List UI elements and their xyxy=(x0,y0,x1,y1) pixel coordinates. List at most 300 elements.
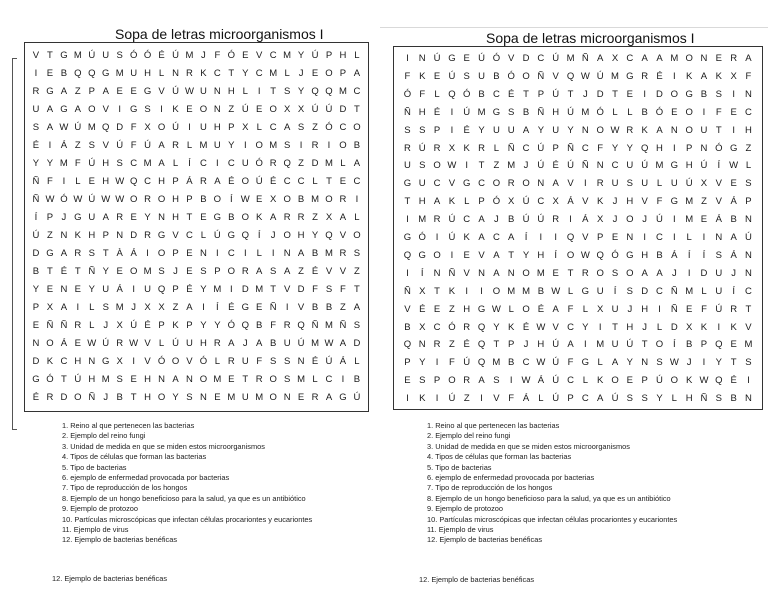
grid-letter: N xyxy=(418,339,426,351)
grid-letter: O xyxy=(492,178,501,190)
grid-letter: G xyxy=(102,68,110,79)
grid-letter: U xyxy=(641,178,649,190)
grid-letter: T xyxy=(228,68,235,79)
grid-letter: Ñ xyxy=(269,302,277,313)
grid-letter: E xyxy=(700,214,708,226)
grid-letter: L xyxy=(158,68,165,79)
grid-letter: O xyxy=(685,124,693,136)
grid-letter: W xyxy=(699,375,709,387)
grid-row xyxy=(400,229,756,247)
grid-letter: E xyxy=(730,106,737,118)
grid-letter: K xyxy=(448,285,456,297)
grid-letter: B xyxy=(353,140,361,151)
grid-letter: C xyxy=(297,176,305,187)
grid-letter: G xyxy=(477,303,486,315)
grid-letter: R xyxy=(213,338,221,349)
grid-letter: N xyxy=(581,124,589,136)
grid-letter: Ú xyxy=(74,374,82,385)
grid-letter: Í xyxy=(717,160,721,172)
grid-letter: A xyxy=(508,232,515,243)
grid-letter: C xyxy=(581,142,589,154)
grid-letter: S xyxy=(626,178,633,190)
left-letter-grid xyxy=(24,42,369,412)
grid-letter: V xyxy=(745,321,752,333)
grid-letter: B xyxy=(116,392,123,403)
grid-letter: T xyxy=(745,303,752,315)
grid-letter: I xyxy=(643,232,646,243)
grid-letter: Ú xyxy=(478,53,485,64)
grid-letter: I xyxy=(598,321,602,333)
grid-row xyxy=(400,175,756,193)
grid-letter: T xyxy=(102,248,109,259)
grid-letter: P xyxy=(88,86,95,97)
grid-letter: I xyxy=(435,357,439,369)
grid-letter: Ñ xyxy=(670,285,678,297)
grid-letter: F xyxy=(214,50,221,61)
grid-letter: I xyxy=(132,356,135,367)
grid-letter: D xyxy=(32,248,40,259)
grid-letter: F xyxy=(597,142,604,154)
grid-letter: E xyxy=(32,320,40,331)
grid-letter: W xyxy=(669,357,679,369)
grid-letter: R xyxy=(297,212,305,223)
grid-letter: B xyxy=(700,88,708,100)
grid-letter: X xyxy=(116,320,123,331)
grid-letter: S xyxy=(283,140,291,151)
grid-letter: D xyxy=(339,104,347,115)
left-clue-list xyxy=(62,421,312,546)
grid-letter: B xyxy=(325,302,333,313)
grid-letter: L xyxy=(89,320,95,331)
grid-letter: P xyxy=(478,196,485,208)
grid-letter: É xyxy=(60,266,68,277)
grid-letter: E xyxy=(228,374,235,385)
grid-letter: L xyxy=(582,375,588,387)
grid-letter: P xyxy=(172,176,179,187)
grid-letter: R xyxy=(433,339,441,351)
grid-letter: R xyxy=(507,178,515,190)
grid-letter: E xyxy=(433,303,441,315)
grid-letter: U xyxy=(241,356,249,367)
grid-letter: L xyxy=(508,303,514,315)
grid-letter: M xyxy=(311,194,319,205)
grid-letter: Ú xyxy=(463,357,471,369)
grid-letter: Ó xyxy=(255,158,263,169)
grid-letter: W xyxy=(491,303,501,315)
grid-letter: M xyxy=(283,50,292,61)
grid-letter: V xyxy=(297,302,305,313)
grid-letter: K xyxy=(172,320,179,331)
grid-letter: J xyxy=(242,338,248,349)
grid-letter: T xyxy=(641,339,648,351)
grid-letter: X xyxy=(611,53,619,64)
grid-letter: R xyxy=(74,248,82,259)
grid-letter: Á xyxy=(130,248,137,259)
grid-letter: E xyxy=(130,212,137,223)
grid-letter: R xyxy=(641,70,649,82)
grid-letter: I xyxy=(554,232,558,243)
grid-letter: C xyxy=(656,285,663,297)
grid-letter: M xyxy=(59,158,68,169)
grid-letter: R xyxy=(433,142,441,154)
grid-letter: T xyxy=(567,88,574,100)
grid-letter: Í xyxy=(34,212,38,223)
grid-row xyxy=(400,211,756,229)
grid-letter: N xyxy=(60,284,68,295)
grid-letter: T xyxy=(130,392,137,403)
grid-letter: M xyxy=(199,140,208,151)
grid-letter: I xyxy=(673,142,676,154)
grid-letter: N xyxy=(745,249,752,261)
grid-letter: C xyxy=(353,176,361,187)
grid-letter: F xyxy=(130,122,137,133)
grid-letter: B xyxy=(641,106,648,118)
grid-letter: L xyxy=(434,88,440,100)
grid-letter: T xyxy=(47,266,53,277)
grid-letter: A xyxy=(433,196,441,208)
grid-letter: N xyxy=(213,86,221,97)
grid-letter: É xyxy=(433,106,441,118)
grid-letter: S xyxy=(200,266,207,277)
grid-letter: R xyxy=(74,320,82,331)
grid-letter: S xyxy=(745,178,752,190)
grid-letter: B xyxy=(200,194,207,205)
grid-letter: P xyxy=(172,284,179,295)
grid-letter: Y xyxy=(228,140,235,151)
grid-letter: Á xyxy=(186,176,193,187)
grid-letter: L xyxy=(464,196,470,208)
grid-letter: I xyxy=(732,124,735,136)
grid-letter: L xyxy=(656,321,663,333)
grid-letter: R xyxy=(199,176,207,187)
grid-letter: Ú xyxy=(552,375,560,387)
grid-letter: R xyxy=(144,230,152,241)
grid-letter: C xyxy=(339,122,347,133)
grid-letter: H xyxy=(102,158,110,169)
grid-letter: É xyxy=(537,303,545,315)
grid-letter: É xyxy=(463,339,470,351)
grid-letter: T xyxy=(326,176,332,187)
grid-letter: Ú xyxy=(144,140,152,151)
grid-row xyxy=(400,140,756,158)
grid-letter: A xyxy=(270,212,277,223)
grid-letter: M xyxy=(670,53,679,64)
grid-letter: A xyxy=(339,212,347,223)
grid-letter: U xyxy=(102,284,110,295)
grid-letter: G xyxy=(492,106,501,118)
grid-letter: U xyxy=(418,178,426,190)
grid-letter: E xyxy=(256,302,263,313)
grid-letter: W xyxy=(580,249,590,261)
grid-letter: O xyxy=(339,140,347,151)
grid-letter: Í xyxy=(687,249,691,261)
grid-row xyxy=(400,157,756,175)
grid-letter: H xyxy=(227,86,235,97)
grid-letter: P xyxy=(537,88,545,100)
grid-letter: G xyxy=(60,104,68,115)
grid-letter: E xyxy=(130,86,137,97)
grid-letter: Ú xyxy=(745,232,752,243)
grid-letter: I xyxy=(406,267,409,279)
grid-row xyxy=(29,191,364,209)
grid-letter: C xyxy=(522,142,530,154)
grid-letter: J xyxy=(131,302,137,313)
grid-letter: S xyxy=(463,70,470,82)
grid-letter: P xyxy=(32,302,40,313)
grid-letter: I xyxy=(673,214,676,226)
clue-item: 10. Partículas microscópicas que infectan células procariontes y eucariontes xyxy=(62,514,313,524)
grid-letter: C xyxy=(433,178,441,190)
grid-letter: U xyxy=(611,178,619,190)
grid-letter: K xyxy=(685,70,693,82)
grid-letter: S xyxy=(325,284,333,295)
clue-item: 2. Ejemplo del reino fungi xyxy=(62,431,146,441)
grid-letter: I xyxy=(216,248,219,259)
grid-letter: Ñ xyxy=(581,53,589,64)
grid-letter: T xyxy=(74,266,81,277)
grid-letter: Q xyxy=(477,339,486,351)
grid-row xyxy=(29,47,364,65)
grid-letter: O xyxy=(596,124,604,136)
grid-letter: C xyxy=(144,176,152,187)
grid-letter: D xyxy=(656,88,663,100)
grid-letter: J xyxy=(103,320,109,331)
grid-letter: Ú xyxy=(537,214,545,226)
grid-letter: F xyxy=(404,70,411,82)
grid-letter: G xyxy=(670,160,679,172)
grid-letter: Q xyxy=(297,320,305,331)
grid-letter: N xyxy=(670,124,678,136)
grid-letter: O xyxy=(241,176,249,187)
grid-letter: S xyxy=(270,266,277,277)
grid-letter: W xyxy=(536,357,546,369)
grid-letter: Ú xyxy=(596,70,604,82)
grid-letter: R xyxy=(283,212,291,223)
grid-letter: V xyxy=(144,356,151,367)
grid-letter: É xyxy=(508,88,515,100)
grid-letter: S xyxy=(158,266,165,277)
grid-letter: V xyxy=(283,284,291,295)
grid-row xyxy=(29,65,364,83)
grid-letter: I xyxy=(341,374,345,385)
grid-letter: I xyxy=(673,232,676,243)
grid-letter: E xyxy=(116,86,123,97)
grid-letter: É xyxy=(270,176,277,187)
grid-letter: L xyxy=(627,106,633,118)
grid-row xyxy=(29,245,364,263)
grid-letter: V xyxy=(715,178,722,190)
grid-letter: S xyxy=(88,140,95,151)
grid-letter: Q xyxy=(403,249,412,261)
grid-letter: S xyxy=(32,122,40,133)
grid-letter: Ú xyxy=(311,50,319,61)
grid-letter: T xyxy=(60,374,67,385)
grid-letter: H xyxy=(199,338,207,349)
grid-letter: V xyxy=(478,249,485,261)
grid-letter: A xyxy=(478,232,485,243)
grid-letter: P xyxy=(745,196,752,208)
left-extra-clue: 12. Ejemplo de bacterias benéficas xyxy=(52,574,168,583)
grid-letter: É xyxy=(144,320,151,331)
grid-letter: U xyxy=(199,122,207,133)
grid-letter: D xyxy=(670,321,678,333)
grid-letter: M xyxy=(269,68,278,79)
grid-row xyxy=(400,104,756,122)
grid-letter: W xyxy=(45,194,55,205)
grid-letter: Ú xyxy=(74,122,82,133)
grid-letter: A xyxy=(567,339,574,351)
grid-letter: S xyxy=(116,50,123,61)
grid-letter: N xyxy=(478,267,485,279)
grid-letter: Ú xyxy=(325,104,333,115)
grid-letter: O xyxy=(685,106,693,118)
grid-letter: Ú xyxy=(88,50,96,61)
grid-letter: Á xyxy=(60,140,68,151)
grid-letter: F xyxy=(508,393,515,405)
grid-letter: É xyxy=(419,303,426,315)
grid-letter: M xyxy=(338,86,347,97)
grid-letter: Á xyxy=(522,393,530,405)
grid-letter: A xyxy=(597,393,604,405)
grid-letter: I xyxy=(584,178,587,190)
grid-letter: B xyxy=(353,374,361,385)
grid-letter: S xyxy=(419,124,426,136)
grid-letter: Q xyxy=(157,284,166,295)
grid-letter: J xyxy=(671,267,677,279)
grid-letter: Ó xyxy=(60,194,68,205)
grid-letter: L xyxy=(671,393,677,405)
grid-letter: V xyxy=(102,140,109,151)
grid-letter: R xyxy=(433,214,441,226)
grid-letter: I xyxy=(406,393,409,405)
grid-letter: N xyxy=(283,248,291,259)
grid-letter: H xyxy=(144,68,152,79)
grid-letter: Ú xyxy=(353,392,361,403)
grid-letter: Q xyxy=(283,158,291,169)
grid-letter: O xyxy=(157,122,166,133)
grid-letter: E xyxy=(715,53,722,64)
grid-letter: I xyxy=(271,248,275,259)
grid-letter: Q xyxy=(241,230,249,241)
clue-item: 11. Ejemplo de virus xyxy=(427,525,494,535)
grid-letter: E xyxy=(46,284,54,295)
grid-letter: T xyxy=(404,196,411,208)
grid-letter: J xyxy=(270,230,276,241)
grid-letter: C xyxy=(213,68,221,79)
grid-letter: B xyxy=(656,249,663,261)
grid-letter: P xyxy=(552,142,559,154)
grid-letter: U xyxy=(199,86,207,97)
grid-letter: O xyxy=(283,230,291,241)
grid-letter: T xyxy=(567,267,574,279)
grid-letter: A xyxy=(74,104,81,115)
grid-letter: M xyxy=(185,50,194,61)
grid-letter: Ú xyxy=(552,393,560,405)
grid-letter: X xyxy=(270,194,277,205)
grid-letter: R xyxy=(730,53,738,64)
grid-letter: E xyxy=(186,266,193,277)
grid-letter: I xyxy=(34,68,38,79)
grid-letter: Ú xyxy=(522,196,530,208)
grid-letter: U xyxy=(478,70,485,82)
grid-letter: O xyxy=(241,212,249,223)
grid-row xyxy=(400,247,756,265)
grid-letter: Z xyxy=(463,393,470,405)
grid-letter: G xyxy=(626,249,634,261)
grid-letter: G xyxy=(626,70,634,82)
grid-letter: D xyxy=(241,284,249,295)
grid-letter: M xyxy=(536,267,545,279)
grid-letter: F xyxy=(340,284,346,295)
grid-letter: O xyxy=(255,140,263,151)
clue-item: 3. Unidad de medida en que se miden estos microorganismos xyxy=(62,441,265,451)
grid-row xyxy=(400,68,756,86)
grid-letter: E xyxy=(256,194,263,205)
grid-letter: U xyxy=(611,339,619,351)
grid-row xyxy=(29,155,364,173)
grid-letter: Y xyxy=(567,124,574,136)
grid-row xyxy=(29,137,364,155)
grid-letter: L xyxy=(612,106,618,118)
grid-letter: J xyxy=(612,196,618,208)
grid-letter: O xyxy=(88,104,96,115)
grid-letter: Q xyxy=(596,249,604,261)
grid-letter: L xyxy=(172,158,179,169)
grid-letter: I xyxy=(465,285,469,297)
grid-letter: H xyxy=(745,124,752,136)
grid-row xyxy=(29,209,364,227)
grid-row xyxy=(400,301,756,319)
grid-letter: M xyxy=(611,70,619,82)
grid-letter: K xyxy=(419,70,426,82)
grid-letter: M xyxy=(655,160,664,172)
grid-letter: Ú xyxy=(656,375,663,387)
grid-letter: Y xyxy=(478,124,485,136)
grid-letter: J xyxy=(731,267,736,279)
grid-letter: T xyxy=(434,285,440,297)
grid-letter: A xyxy=(283,266,291,277)
grid-letter: Ñ xyxy=(32,176,40,187)
grid-letter: E xyxy=(463,53,470,64)
grid-letter: N xyxy=(116,230,124,241)
grid-letter: Ó xyxy=(715,142,723,154)
grid-letter: R xyxy=(32,86,40,97)
grid-letter: L xyxy=(582,303,588,315)
grid-letter: F xyxy=(47,176,53,187)
grid-letter: O xyxy=(433,160,441,172)
grid-letter: X xyxy=(325,212,333,223)
grid-letter: A xyxy=(158,140,165,151)
grid-letter: R xyxy=(116,338,124,349)
grid-letter: A xyxy=(353,68,361,79)
grid-letter: T xyxy=(730,357,737,369)
grid-letter: Y xyxy=(656,393,663,405)
grid-letter: H xyxy=(685,393,693,405)
grid-letter: G xyxy=(227,230,236,241)
grid-letter: Ó xyxy=(448,321,456,333)
grid-letter: Y xyxy=(582,321,589,333)
grid-letter: A xyxy=(597,53,604,64)
grid-letter: M xyxy=(685,214,694,226)
grid-letter: Ú xyxy=(297,338,305,349)
grid-letter: R xyxy=(581,267,589,279)
grid-letter: Ú xyxy=(116,140,124,151)
grid-letter: N xyxy=(418,53,426,64)
grid-letter: N xyxy=(199,392,207,403)
grid-letter: H xyxy=(641,303,649,315)
grid-letter: K xyxy=(597,375,604,387)
grid-letter: A xyxy=(46,104,54,115)
